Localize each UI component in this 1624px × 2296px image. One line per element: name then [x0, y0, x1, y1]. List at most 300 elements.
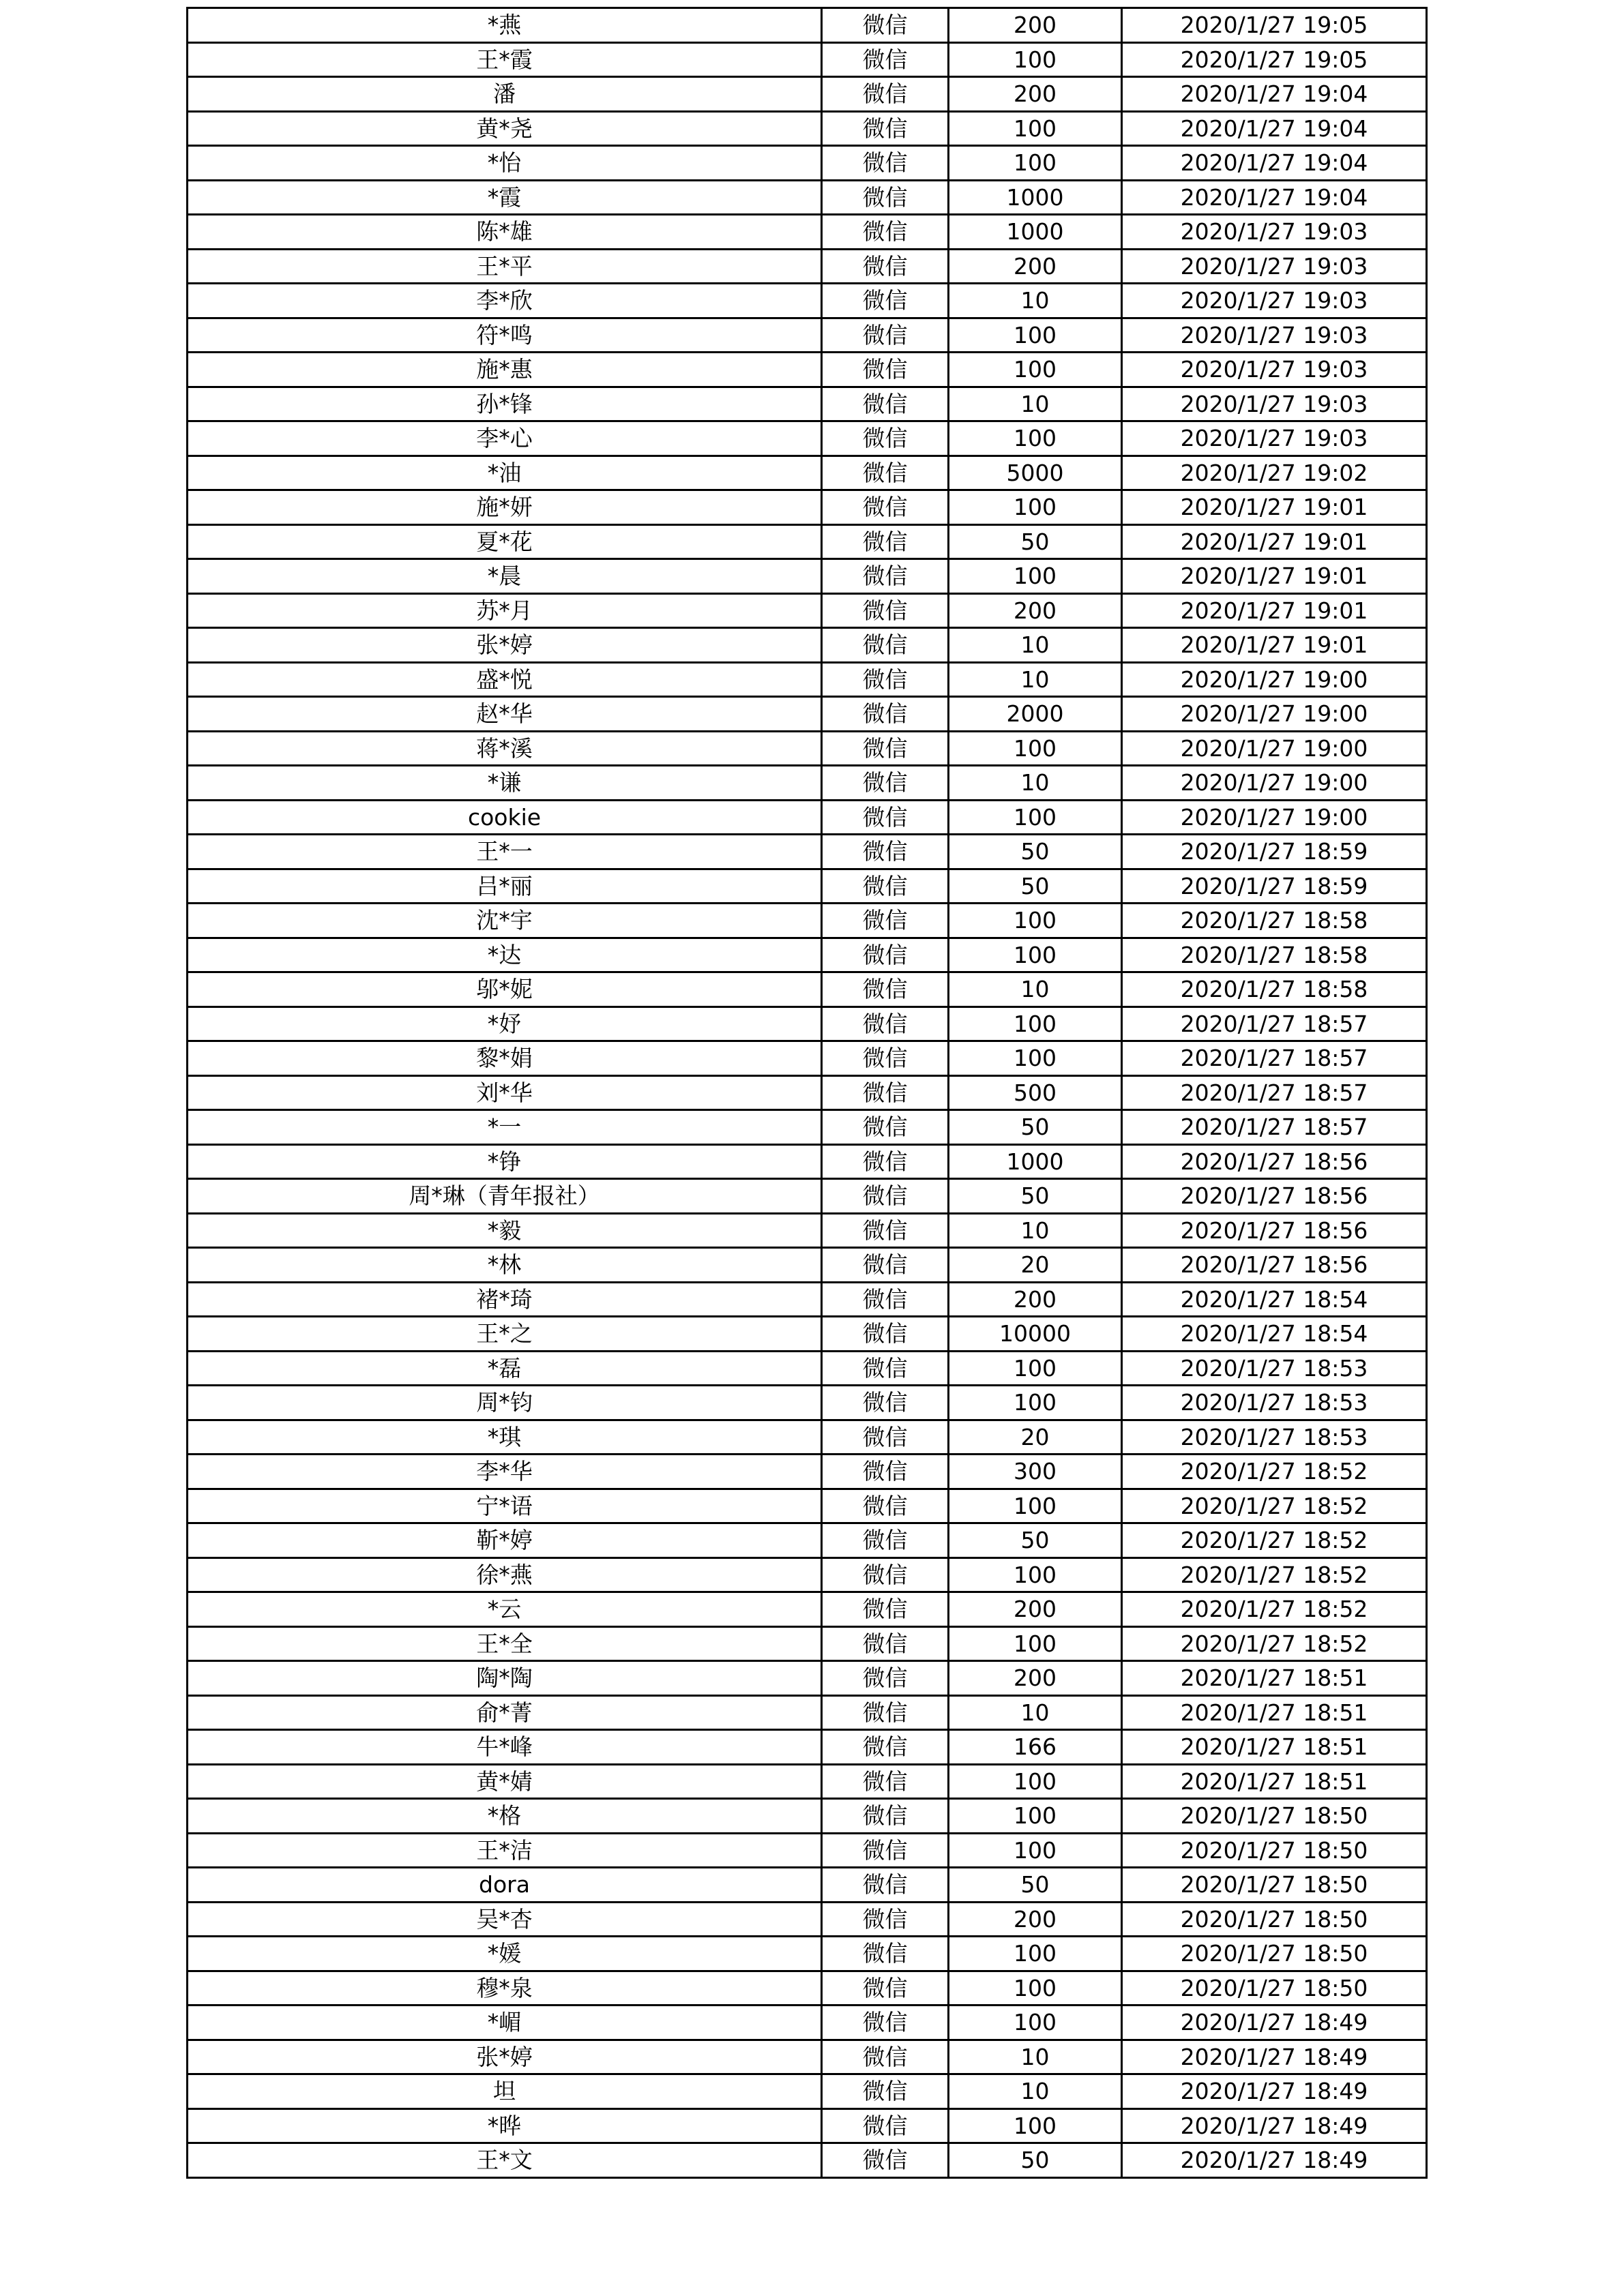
table-row	[188, 662, 1427, 697]
payment-method-cell: 微信	[822, 1179, 949, 1214]
donor-name-cell: 张*婷	[188, 628, 822, 663]
timestamp-cell: 2020/1/27 18:49	[1122, 2040, 1427, 2074]
table-row	[188, 1592, 1427, 1627]
table-row	[188, 77, 1427, 112]
timestamp-cell: 2020/1/27 18:56	[1122, 1248, 1427, 1283]
timestamp-cell: 2020/1/27 19:00	[1122, 766, 1427, 801]
donor-name-cell: 李*欣	[188, 284, 822, 318]
donation-table	[186, 7, 1428, 2179]
payment-method-cell: 微信	[822, 2040, 949, 2074]
donor-name-cell: *铮	[188, 1144, 822, 1179]
donor-name-cell: 王*洁	[188, 1833, 822, 1868]
timestamp-cell: 2020/1/27 18:59	[1122, 835, 1427, 869]
amount-cell: 100	[949, 1041, 1122, 1076]
amount-cell: 100	[949, 318, 1122, 353]
donor-name-cell: 周*钧	[188, 1386, 822, 1420]
donor-name-cell: 陶*陶	[188, 1661, 822, 1696]
amount-cell: 2000	[949, 697, 1122, 732]
amount-cell: 5000	[949, 456, 1122, 490]
timestamp-cell: 2020/1/27 19:00	[1122, 800, 1427, 835]
donor-name-cell: *妤	[188, 1007, 822, 1041]
table-row	[188, 1317, 1427, 1352]
payment-method-cell: 微信	[822, 1213, 949, 1248]
payment-method-cell: 微信	[822, 1695, 949, 1730]
timestamp-cell: 2020/1/27 18:51	[1122, 1695, 1427, 1730]
timestamp-cell: 2020/1/27 19:03	[1122, 215, 1427, 250]
payment-method-cell: 微信	[822, 180, 949, 215]
timestamp-cell: 2020/1/27 18:52	[1122, 1626, 1427, 1661]
timestamp-cell: 2020/1/27 18:56	[1122, 1179, 1427, 1214]
timestamp-cell: 2020/1/27 18:52	[1122, 1592, 1427, 1627]
timestamp-cell: 2020/1/27 18:50	[1122, 1868, 1427, 1903]
donor-name-cell: *晔	[188, 2108, 822, 2143]
donor-name-cell: 王*霞	[188, 42, 822, 77]
amount-cell: 100	[949, 731, 1122, 766]
amount-cell: 100	[949, 353, 1122, 387]
donor-name-cell: *油	[188, 456, 822, 490]
payment-method-cell: 微信	[822, 1937, 949, 1971]
amount-cell: 200	[949, 1661, 1122, 1696]
timestamp-cell: 2020/1/27 18:57	[1122, 1007, 1427, 1041]
amount-cell: 100	[949, 1764, 1122, 1799]
table-row	[188, 697, 1427, 732]
amount-cell: 1000	[949, 1144, 1122, 1179]
payment-method-cell: 微信	[822, 1386, 949, 1420]
timestamp-cell: 2020/1/27 19:05	[1122, 8, 1427, 43]
payment-method-cell: 微信	[822, 1592, 949, 1627]
amount-cell: 100	[949, 1557, 1122, 1592]
donor-name-cell: 王*一	[188, 835, 822, 869]
table-row	[188, 1007, 1427, 1041]
amount-cell: 100	[949, 2006, 1122, 2040]
amount-cell: 20	[949, 1420, 1122, 1455]
timestamp-cell: 2020/1/27 19:00	[1122, 662, 1427, 697]
timestamp-cell: 2020/1/27 19:03	[1122, 353, 1427, 387]
table-row	[188, 1661, 1427, 1696]
donor-name-cell: 赵*华	[188, 697, 822, 732]
table-row	[188, 2074, 1427, 2109]
amount-cell: 100	[949, 146, 1122, 181]
table-row	[188, 8, 1427, 43]
table-row	[188, 1902, 1427, 1937]
table-row	[188, 1799, 1427, 1834]
amount-cell: 200	[949, 249, 1122, 284]
amount-cell: 50	[949, 1179, 1122, 1214]
table-row	[188, 456, 1427, 490]
table-row	[188, 766, 1427, 801]
amount-cell: 50	[949, 2143, 1122, 2178]
payment-method-cell: 微信	[822, 215, 949, 250]
payment-method-cell: 微信	[822, 42, 949, 77]
amount-cell: 100	[949, 1799, 1122, 1834]
table-row	[188, 1179, 1427, 1214]
donor-name-cell: 牛*峰	[188, 1730, 822, 1765]
table-row	[188, 731, 1427, 766]
timestamp-cell: 2020/1/27 18:52	[1122, 1489, 1427, 1523]
amount-cell: 200	[949, 1902, 1122, 1937]
table-row	[188, 2143, 1427, 2178]
payment-method-cell: 微信	[822, 249, 949, 284]
donor-name-cell: 坦	[188, 2074, 822, 2109]
donor-name-cell: *云	[188, 1592, 822, 1627]
donor-name-cell: *谦	[188, 766, 822, 801]
donor-name-cell: 褚*琦	[188, 1282, 822, 1317]
timestamp-cell: 2020/1/27 18:57	[1122, 1041, 1427, 1076]
amount-cell: 100	[949, 1007, 1122, 1041]
timestamp-cell: 2020/1/27 19:00	[1122, 697, 1427, 732]
amount-cell: 10	[949, 1213, 1122, 1248]
table-row	[188, 1420, 1427, 1455]
payment-method-cell: 微信	[822, 1661, 949, 1696]
donor-name-cell: *媛	[188, 1937, 822, 1971]
table-row	[188, 1730, 1427, 1765]
donor-name-cell: 黄*尧	[188, 111, 822, 146]
amount-cell: 200	[949, 1282, 1122, 1317]
donor-name-cell: 宁*语	[188, 1489, 822, 1523]
donor-name-cell: 吴*杏	[188, 1902, 822, 1937]
payment-method-cell: 微信	[822, 524, 949, 559]
amount-cell: 10000	[949, 1317, 1122, 1352]
payment-method-cell: 微信	[822, 1902, 949, 1937]
payment-method-cell: 微信	[822, 1730, 949, 1765]
amount-cell: 1000	[949, 215, 1122, 250]
timestamp-cell: 2020/1/27 19:04	[1122, 180, 1427, 215]
payment-method-cell: 微信	[822, 1489, 949, 1523]
amount-cell: 100	[949, 2108, 1122, 2143]
table-row	[188, 1041, 1427, 1076]
amount-cell: 100	[949, 1626, 1122, 1661]
payment-method-cell: 微信	[822, 353, 949, 387]
payment-method-cell: 微信	[822, 111, 949, 146]
table-row	[188, 1213, 1427, 1248]
timestamp-cell: 2020/1/27 19:01	[1122, 628, 1427, 663]
donor-name-cell: *燕	[188, 8, 822, 43]
donor-name-cell: 王*之	[188, 1317, 822, 1352]
timestamp-cell: 2020/1/27 18:50	[1122, 1971, 1427, 2006]
payment-method-cell: 微信	[822, 869, 949, 904]
payment-method-cell: 微信	[822, 284, 949, 318]
timestamp-cell: 2020/1/27 18:57	[1122, 1075, 1427, 1110]
table-row	[188, 1937, 1427, 1971]
amount-cell: 100	[949, 559, 1122, 594]
timestamp-cell: 2020/1/27 18:54	[1122, 1282, 1427, 1317]
amount-cell: 200	[949, 8, 1122, 43]
payment-method-cell: 微信	[822, 1007, 949, 1041]
table-row	[188, 421, 1427, 456]
table-row	[188, 628, 1427, 663]
payment-method-cell: 微信	[822, 146, 949, 181]
timestamp-cell: 2020/1/27 18:57	[1122, 1110, 1427, 1145]
table-row	[188, 249, 1427, 284]
table-row	[188, 180, 1427, 215]
amount-cell: 100	[949, 42, 1122, 77]
donor-name-cell: 张*婷	[188, 2040, 822, 2074]
table-row	[188, 1282, 1427, 1317]
timestamp-cell: 2020/1/27 19:01	[1122, 593, 1427, 628]
amount-cell: 300	[949, 1455, 1122, 1489]
table-row	[188, 1110, 1427, 1145]
table-row	[188, 1868, 1427, 1903]
donor-name-cell: 邬*妮	[188, 972, 822, 1007]
timestamp-cell: 2020/1/27 19:03	[1122, 284, 1427, 318]
payment-method-cell: 微信	[822, 2108, 949, 2143]
payment-method-cell: 微信	[822, 1420, 949, 1455]
timestamp-cell: 2020/1/27 18:58	[1122, 972, 1427, 1007]
donor-name-cell: 施*惠	[188, 353, 822, 387]
timestamp-cell: 2020/1/27 18:53	[1122, 1351, 1427, 1386]
timestamp-cell: 2020/1/27 18:59	[1122, 869, 1427, 904]
timestamp-cell: 2020/1/27 18:50	[1122, 1833, 1427, 1868]
payment-method-cell: 微信	[822, 766, 949, 801]
payment-method-cell: 微信	[822, 2006, 949, 2040]
table-row	[188, 800, 1427, 835]
timestamp-cell: 2020/1/27 18:58	[1122, 938, 1427, 972]
table-row	[188, 111, 1427, 146]
timestamp-cell: 2020/1/27 18:58	[1122, 904, 1427, 938]
donor-name-cell: 靳*婷	[188, 1523, 822, 1558]
timestamp-cell: 2020/1/27 19:04	[1122, 146, 1427, 181]
payment-method-cell: 微信	[822, 1351, 949, 1386]
donor-name-cell: 盛*悦	[188, 662, 822, 697]
payment-method-cell: 微信	[822, 800, 949, 835]
payment-method-cell: 微信	[822, 1799, 949, 1834]
table-row	[188, 1695, 1427, 1730]
payment-method-cell: 微信	[822, 387, 949, 421]
payment-method-cell: 微信	[822, 456, 949, 490]
payment-method-cell: 微信	[822, 1144, 949, 1179]
donor-name-cell: *磊	[188, 1351, 822, 1386]
donor-name-cell: *怡	[188, 146, 822, 181]
donor-name-cell: *琪	[188, 1420, 822, 1455]
table-row	[188, 869, 1427, 904]
donor-name-cell: 俞*菁	[188, 1695, 822, 1730]
amount-cell: 10	[949, 2040, 1122, 2074]
timestamp-cell: 2020/1/27 19:04	[1122, 77, 1427, 112]
donor-name-cell: *格	[188, 1799, 822, 1834]
donor-name-cell: *林	[188, 1248, 822, 1283]
amount-cell: 10	[949, 628, 1122, 663]
table-row	[188, 1764, 1427, 1799]
timestamp-cell: 2020/1/27 19:00	[1122, 731, 1427, 766]
payment-method-cell: 微信	[822, 490, 949, 525]
payment-method-cell: 微信	[822, 77, 949, 112]
amount-cell: 10	[949, 662, 1122, 697]
donor-name-cell: 王*平	[188, 249, 822, 284]
table-row	[188, 835, 1427, 869]
donor-name-cell: *毅	[188, 1213, 822, 1248]
amount-cell: 200	[949, 593, 1122, 628]
amount-cell: 10	[949, 284, 1122, 318]
amount-cell: 100	[949, 1971, 1122, 2006]
donor-name-cell: 李*华	[188, 1455, 822, 1489]
payment-method-cell: 微信	[822, 421, 949, 456]
timestamp-cell: 2020/1/27 18:49	[1122, 2006, 1427, 2040]
amount-cell: 50	[949, 835, 1122, 869]
table-row	[188, 146, 1427, 181]
table-row	[188, 904, 1427, 938]
timestamp-cell: 2020/1/27 18:51	[1122, 1730, 1427, 1765]
donor-name-cell: 黎*娟	[188, 1041, 822, 1076]
amount-cell: 50	[949, 1523, 1122, 1558]
payment-method-cell: 微信	[822, 1248, 949, 1283]
payment-method-cell: 微信	[822, 1764, 949, 1799]
donor-name-cell: *一	[188, 1110, 822, 1145]
timestamp-cell: 2020/1/27 19:03	[1122, 318, 1427, 353]
donor-name-cell: cookie	[188, 800, 822, 835]
donor-name-cell: 符*鸣	[188, 318, 822, 353]
table-row	[188, 387, 1427, 421]
payment-method-cell: 微信	[822, 1317, 949, 1352]
amount-cell: 100	[949, 1489, 1122, 1523]
donor-name-cell: 徐*燕	[188, 1557, 822, 1592]
amount-cell: 200	[949, 1592, 1122, 1627]
table-row	[188, 1626, 1427, 1661]
amount-cell: 50	[949, 869, 1122, 904]
table-row	[188, 593, 1427, 628]
payment-method-cell: 微信	[822, 697, 949, 732]
amount-cell: 100	[949, 938, 1122, 972]
table-row	[188, 2040, 1427, 2074]
payment-method-cell: 微信	[822, 731, 949, 766]
timestamp-cell: 2020/1/27 18:53	[1122, 1386, 1427, 1420]
payment-method-cell: 微信	[822, 1041, 949, 1076]
table-row	[188, 1455, 1427, 1489]
amount-cell: 50	[949, 524, 1122, 559]
table-row	[188, 1523, 1427, 1558]
timestamp-cell: 2020/1/27 18:49	[1122, 2143, 1427, 2178]
table-row	[188, 1971, 1427, 2006]
amount-cell: 100	[949, 904, 1122, 938]
timestamp-cell: 2020/1/27 18:50	[1122, 1799, 1427, 1834]
donor-name-cell: 蒋*溪	[188, 731, 822, 766]
amount-cell: 10	[949, 1695, 1122, 1730]
timestamp-cell: 2020/1/27 19:05	[1122, 42, 1427, 77]
table-row	[188, 2006, 1427, 2040]
table-row	[188, 938, 1427, 972]
table-row	[188, 284, 1427, 318]
timestamp-cell: 2020/1/27 19:01	[1122, 559, 1427, 594]
timestamp-cell: 2020/1/27 19:03	[1122, 421, 1427, 456]
timestamp-cell: 2020/1/27 18:49	[1122, 2108, 1427, 2143]
timestamp-cell: 2020/1/27 18:56	[1122, 1144, 1427, 1179]
amount-cell: 20	[949, 1248, 1122, 1283]
donor-name-cell: 王*文	[188, 2143, 822, 2178]
donor-name-cell: *霞	[188, 180, 822, 215]
timestamp-cell: 2020/1/27 19:01	[1122, 524, 1427, 559]
amount-cell: 10	[949, 387, 1122, 421]
timestamp-cell: 2020/1/27 19:03	[1122, 249, 1427, 284]
timestamp-cell: 2020/1/27 18:50	[1122, 1937, 1427, 1971]
donor-name-cell: 夏*花	[188, 524, 822, 559]
timestamp-cell: 2020/1/27 18:51	[1122, 1764, 1427, 1799]
table-row	[188, 559, 1427, 594]
payment-method-cell: 微信	[822, 628, 949, 663]
payment-method-cell: 微信	[822, 1626, 949, 1661]
amount-cell: 166	[949, 1730, 1122, 1765]
table-row	[188, 1248, 1427, 1283]
donor-name-cell: 沈*宇	[188, 904, 822, 938]
donation-table-body	[188, 8, 1427, 2178]
table-row	[188, 1144, 1427, 1179]
amount-cell: 100	[949, 111, 1122, 146]
table-row	[188, 1557, 1427, 1592]
payment-method-cell: 微信	[822, 1523, 949, 1558]
table-row	[188, 2108, 1427, 2143]
payment-method-cell: 微信	[822, 972, 949, 1007]
donor-name-cell: *嵋	[188, 2006, 822, 2040]
payment-method-cell: 微信	[822, 835, 949, 869]
timestamp-cell: 2020/1/27 18:52	[1122, 1455, 1427, 1489]
amount-cell: 100	[949, 1351, 1122, 1386]
amount-cell: 50	[949, 1868, 1122, 1903]
amount-cell: 100	[949, 421, 1122, 456]
donor-name-cell: 李*心	[188, 421, 822, 456]
timestamp-cell: 2020/1/27 19:03	[1122, 387, 1427, 421]
amount-cell: 10	[949, 766, 1122, 801]
payment-method-cell: 微信	[822, 2074, 949, 2109]
table-row	[188, 1351, 1427, 1386]
amount-cell: 100	[949, 800, 1122, 835]
amount-cell: 100	[949, 1833, 1122, 1868]
payment-method-cell: 微信	[822, 1971, 949, 2006]
amount-cell: 200	[949, 77, 1122, 112]
amount-cell: 100	[949, 490, 1122, 525]
table-row	[188, 215, 1427, 250]
table-row	[188, 353, 1427, 387]
amount-cell: 10	[949, 2074, 1122, 2109]
donor-name-cell: *达	[188, 938, 822, 972]
timestamp-cell: 2020/1/27 18:49	[1122, 2074, 1427, 2109]
donation-sheet	[186, 7, 1426, 2179]
donor-name-cell: 王*全	[188, 1626, 822, 1661]
donor-name-cell: 吕*丽	[188, 869, 822, 904]
donor-name-cell: *晨	[188, 559, 822, 594]
payment-method-cell: 微信	[822, 1075, 949, 1110]
table-row	[188, 972, 1427, 1007]
payment-method-cell: 微信	[822, 2143, 949, 2178]
payment-method-cell: 微信	[822, 559, 949, 594]
timestamp-cell: 2020/1/27 18:53	[1122, 1420, 1427, 1455]
amount-cell: 50	[949, 1110, 1122, 1145]
payment-method-cell: 微信	[822, 1557, 949, 1592]
table-row	[188, 490, 1427, 525]
table-row	[188, 1489, 1427, 1523]
timestamp-cell: 2020/1/27 18:56	[1122, 1213, 1427, 1248]
payment-method-cell: 微信	[822, 904, 949, 938]
amount-cell: 100	[949, 1386, 1122, 1420]
donor-name-cell: 周*琳（青年报社）	[188, 1179, 822, 1214]
donor-name-cell: 穆*泉	[188, 1971, 822, 2006]
donor-name-cell: 黄*婧	[188, 1764, 822, 1799]
donor-name-cell: 潘	[188, 77, 822, 112]
amount-cell: 100	[949, 1937, 1122, 1971]
timestamp-cell: 2020/1/27 18:54	[1122, 1317, 1427, 1352]
timestamp-cell: 2020/1/27 18:52	[1122, 1557, 1427, 1592]
table-row	[188, 1386, 1427, 1420]
amount-cell: 10	[949, 972, 1122, 1007]
payment-method-cell: 微信	[822, 593, 949, 628]
timestamp-cell: 2020/1/27 18:51	[1122, 1661, 1427, 1696]
table-row	[188, 318, 1427, 353]
table-row	[188, 42, 1427, 77]
amount-cell: 500	[949, 1075, 1122, 1110]
payment-method-cell: 微信	[822, 1868, 949, 1903]
donor-name-cell: 孙*锋	[188, 387, 822, 421]
donor-name-cell: 陈*雄	[188, 215, 822, 250]
donor-name-cell: 施*妍	[188, 490, 822, 525]
table-row	[188, 524, 1427, 559]
donor-name-cell: dora	[188, 1868, 822, 1903]
